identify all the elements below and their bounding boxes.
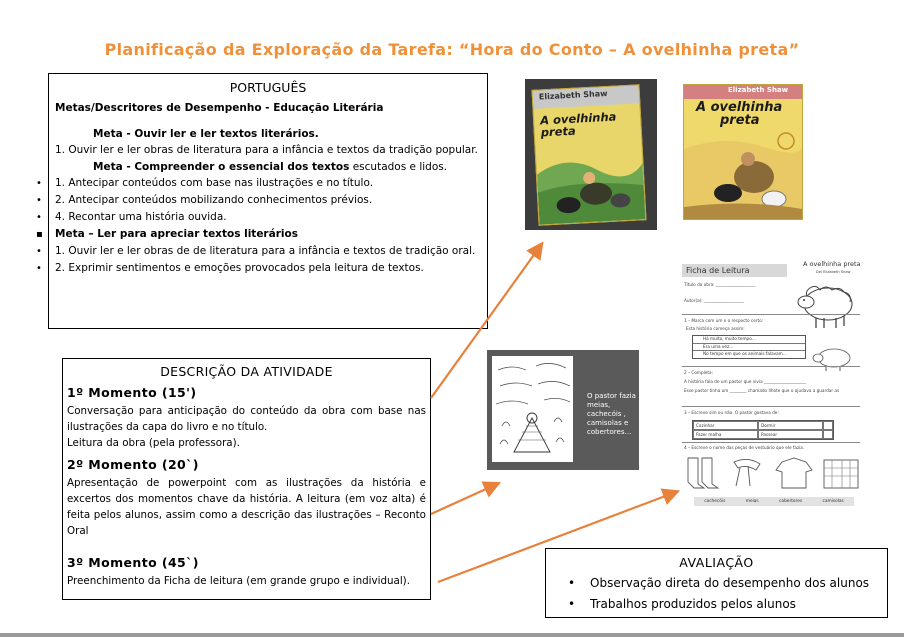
- meta-2-bullet: • 2. Antecipar conteúdos mobilizando conhecimentos prévios.: [55, 194, 487, 207]
- worksheet-story-author: Del Elizabeth Shaw: [816, 270, 851, 274]
- worksheet-word: cobertores: [779, 499, 803, 504]
- meta-3-label: ▪ Meta – Ler para apreciar textos literários: [55, 228, 487, 241]
- worksheet-option: Cozinhar: [693, 421, 758, 430]
- meta-1-label: Meta - Ouvir ler e ler textos literários.: [93, 128, 319, 140]
- book-title-line-1: A ovelhinha: [696, 100, 783, 115]
- worksheet-story-title: A ovelhinha preta: [803, 260, 861, 268]
- worksheet-field: Título da obra: ___________________: [684, 282, 756, 287]
- worksheet-question-intro: Esta história começa assim:: [686, 326, 745, 331]
- book-title-line-2: preta: [540, 123, 577, 140]
- worksheet-option: Passear: [758, 430, 823, 439]
- worksheet-word: camisolas: [822, 499, 844, 504]
- meta-2-bullet: • 1. Antecipar conteúdos com base nas ilustrações e no título.: [55, 177, 487, 190]
- meta-3-bullet: • 2. Exprimir sentimentos e emoções provocados pela leitura de textos.: [55, 262, 487, 275]
- worksheet-option: Fazer malha: [693, 430, 758, 439]
- worksheet-title: Ficha de Leitura: [682, 264, 787, 277]
- descricao-heading: DESCRIÇÃO DA ATIVIDADE: [160, 364, 333, 379]
- meta-2-bullet: • 4. Recontar uma história ouvida.: [55, 211, 487, 224]
- worksheet-option: Dormir: [758, 421, 823, 430]
- book-title-line-1: A ovelhinha: [539, 109, 617, 128]
- worksheet-question: 3 – Escreve sim ou não. O pastor gostava de:: [684, 410, 779, 415]
- book-title-line-2: preta: [720, 113, 760, 128]
- momento-2-title: 2º Momento (20`): [67, 457, 199, 472]
- bottom-border: [0, 633, 904, 637]
- momento-2-text: Apresentação de powerpoint com as ilustrações da história e excertos dos momentos chave da história. A leitura (em voz alta) é feita pelos alunos, assim como a descrição das ilustrações – Reconto Oral: [67, 477, 426, 537]
- worksheet-word: meias: [745, 499, 759, 504]
- meta-1-item: 1. Ouvir ler e ler obras de literatura para a infância e textos da tradição popular.: [55, 144, 478, 156]
- book-author: Elizabeth Shaw: [538, 88, 608, 102]
- slide-text: O pastor fazia meias, cachecóis , camisolas e cobertores…: [587, 392, 636, 436]
- momento-1-title: 1º Momento (15'): [67, 385, 197, 400]
- arrow-momento-2-to-slide: [431, 484, 497, 514]
- worksheet-line: Esse pastor tinha um ________ chamado Ilhote que o ajudava a guardar as: [684, 388, 840, 393]
- momento-3-title: 3º Momento (45`): [67, 555, 199, 570]
- worksheet-question: 1 – Marca com um x o respecto certo:: [684, 318, 764, 323]
- meta-2-label-bold: Meta - Compreender o essencial dos textos: [93, 161, 350, 173]
- meta-3-bullet: • 1. Ouvir ler e ler obras de de literatura para a infância e textos de tradição oral.: [55, 245, 487, 258]
- page-title: Planificação da Exploração da Tarefa: “Hora do Conto – A ovelhinha preta”: [104, 40, 800, 59]
- avaliacao-heading: AVALIAÇÃO: [679, 555, 754, 570]
- momento-3-text: Preenchimento da Ficha de leitura (em grande grupo e individual).: [67, 575, 410, 587]
- momento-1-text-a: Conversação para anticipação do conteúdo da obra com base nas ilustrações da capa do livro e no título.: [67, 405, 426, 433]
- worksheet-line: A história fala de um pastor que vivia ____________________: [684, 379, 806, 384]
- portugues-subheading: Metas/Descritores de Desempenho - Educação Literária: [55, 102, 384, 114]
- arrow-momento-3-to-worksheet: [438, 492, 676, 582]
- book-author: Elizabeth Shaw: [728, 86, 789, 94]
- worksheet-word: cachecóis: [704, 499, 726, 504]
- worksheet-option: No tempo em que os animais falavam…: [703, 351, 787, 356]
- momento-1-text-b: Leitura da obra (pela professora).: [67, 437, 240, 449]
- meta-2-label-rest: escutados e lidos.: [349, 161, 448, 173]
- avaliacao-item: • Observação direta do desempenho dos alunos: [590, 573, 887, 594]
- worksheet-question: 4 – Escreve o nome das peças de vestuário que ele fazia.: [684, 445, 805, 450]
- arrow-momento-1-to-book: [431, 245, 541, 398]
- worksheet-option: Era uma vez…: [693, 344, 805, 352]
- worksheet-field: Autor(a): ___________________: [684, 298, 744, 303]
- worksheet-question: 2 – Completa:: [684, 370, 714, 375]
- worksheet-option: Há muito, muito tempo…: [693, 336, 805, 344]
- portugues-heading: PORTUGUÊS: [229, 80, 307, 95]
- avaliacao-item: • Trabalhos produzidos pelos alunos: [590, 594, 887, 615]
